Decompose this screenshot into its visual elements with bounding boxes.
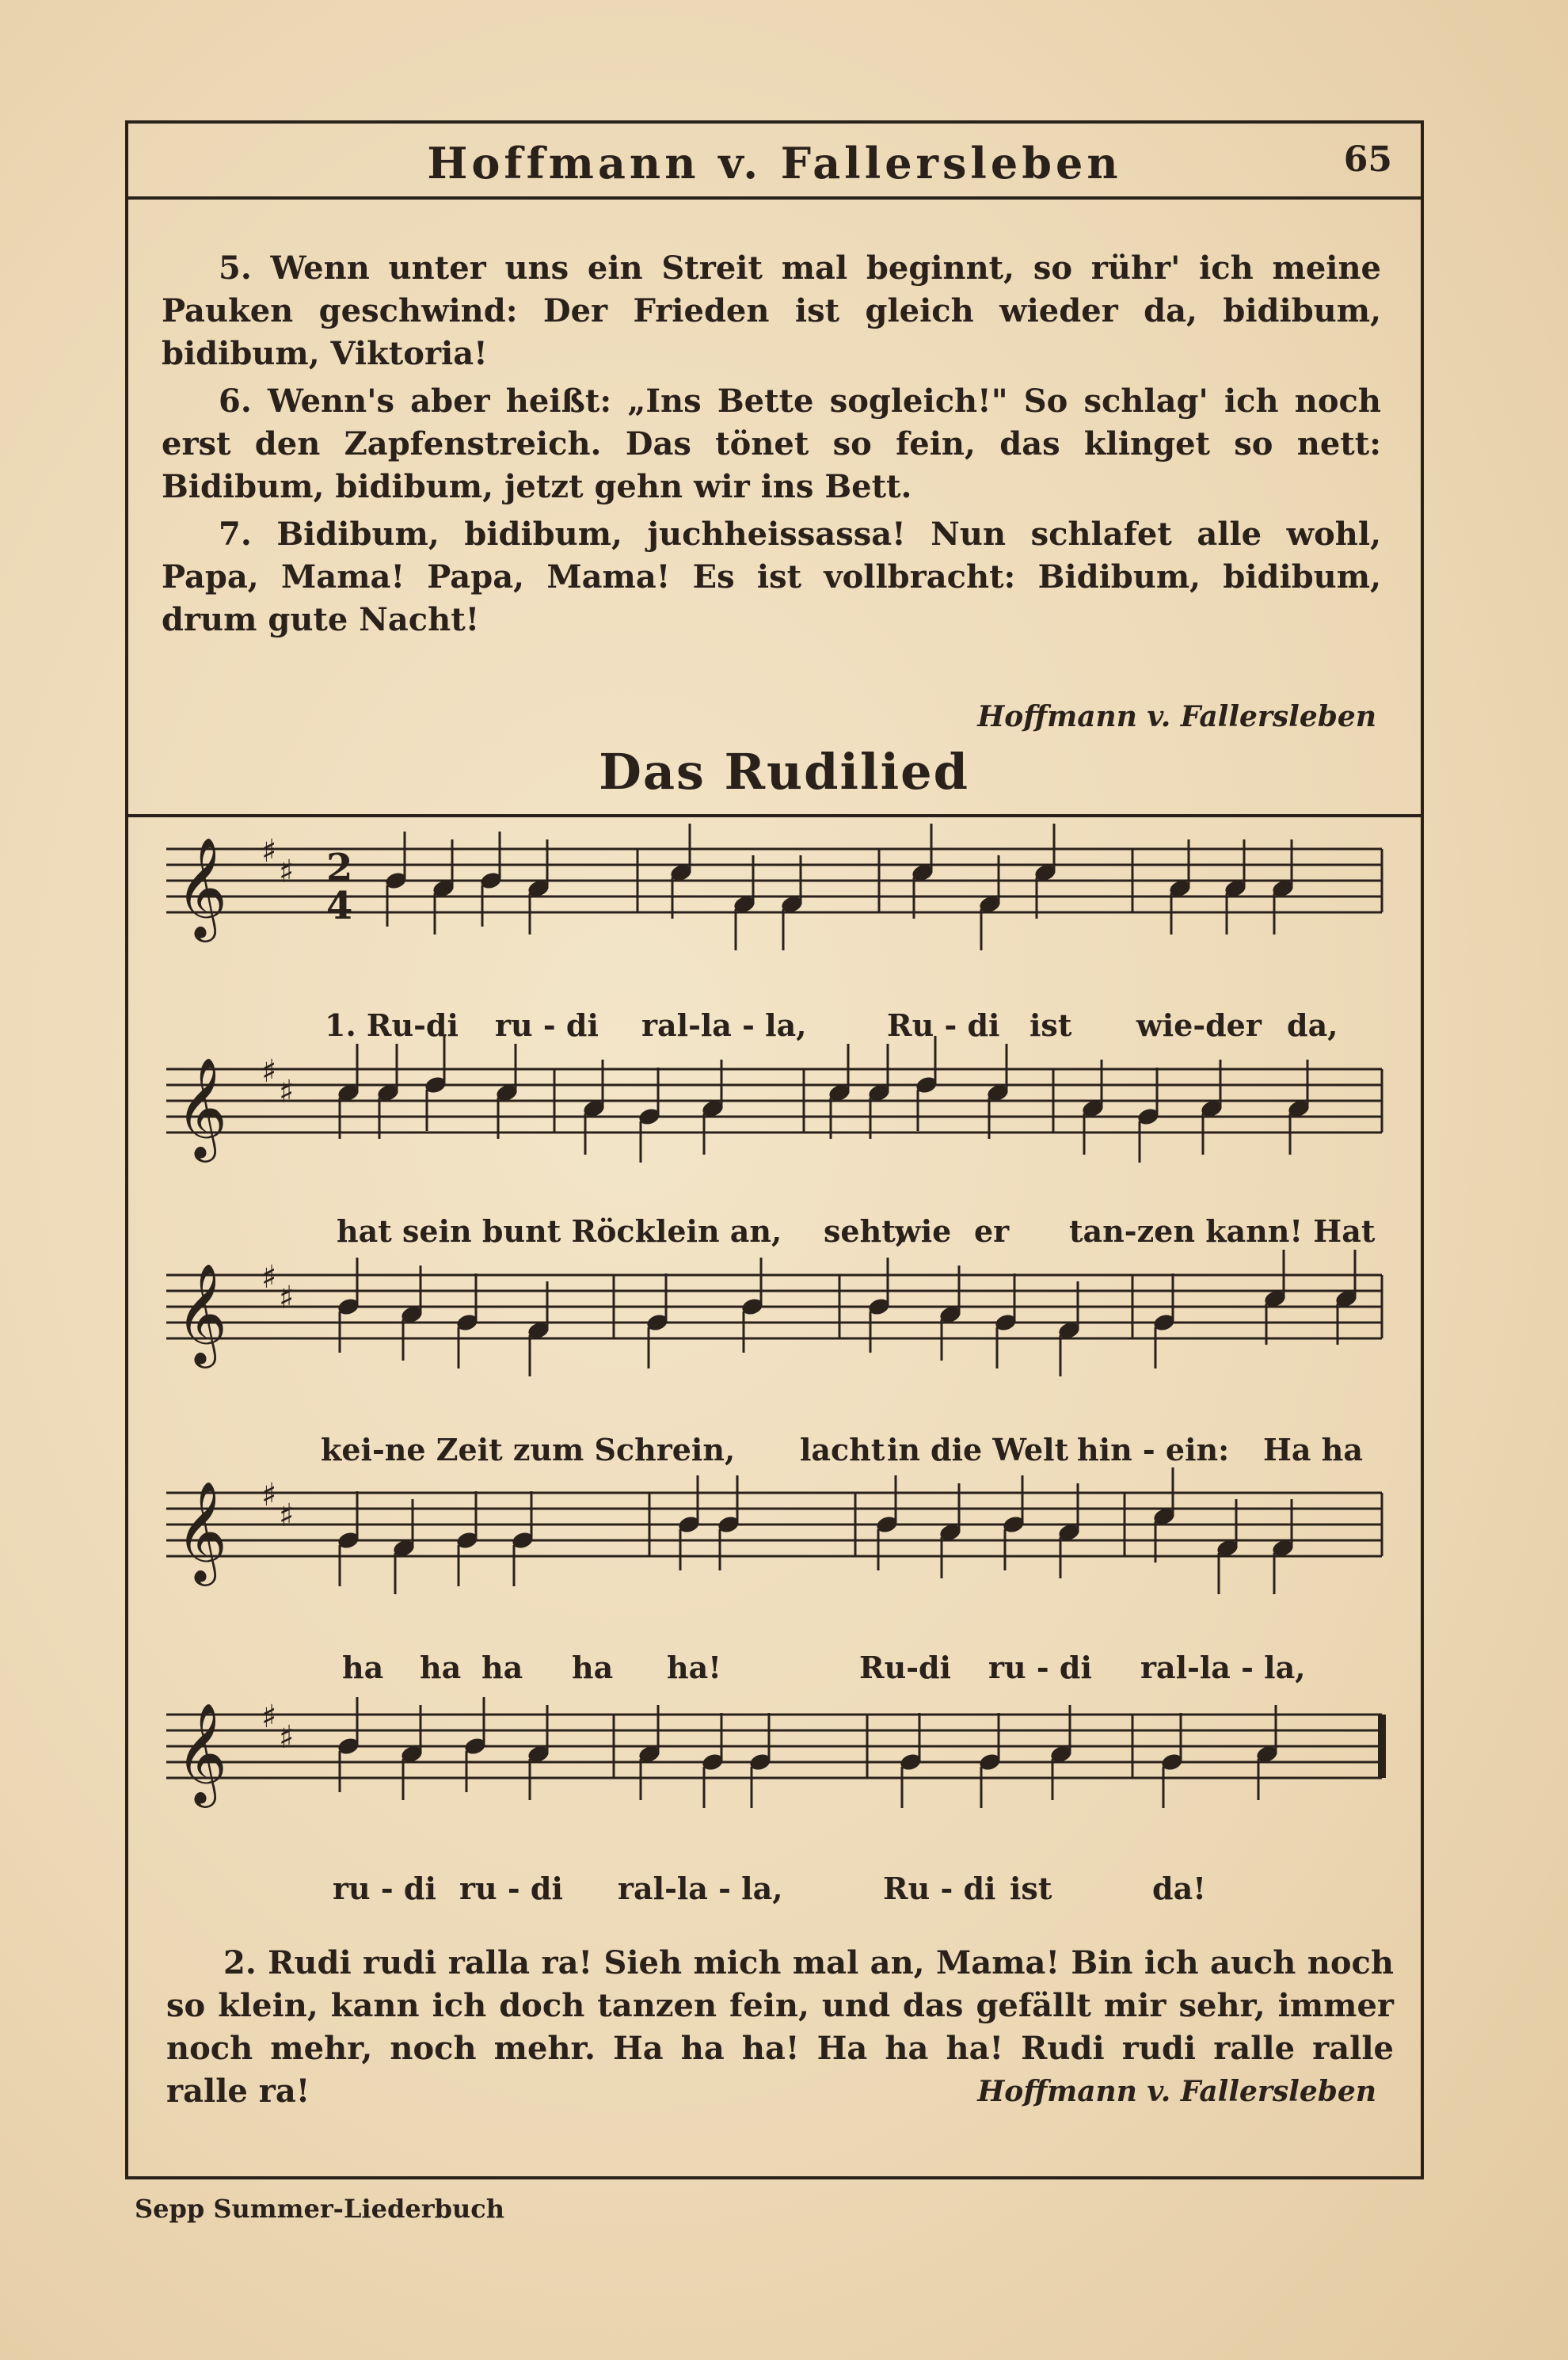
staff-4 [166,1467,1382,1594]
book-footer: Sepp Summer-Liederbuch [135,2194,504,2224]
lyric-syllable: ru - di [495,1007,599,1043]
lyric-syllable: ru - di [459,1871,563,1906]
verse-6: 6. Wenn's aber heißt: „Ins Bette sogleich!" So schlag' ich noch erst den Zapfenstreich. Das tönet so fein, das klinget so nett: Bidibum, bidibum, jetzt gehn wir ins Bett. [162,383,1381,505]
sharp-icon: ♯ [279,1498,295,1534]
lyric-syllable: wie-der [1136,1007,1262,1043]
lyric-syllable: ral-la - la, [1140,1650,1306,1685]
verse-2: 2. Rudi rudi ralla ra! Sieh mich mal an, Mama! Bin ich auch noch so klein, kann ich doch tanzen fein, und das gefällt mir sehr, immer noch mehr, noch mehr. Ha ha ha! Ha ha ha! Rudi rudi ralle ralle ralle ra! [166,1944,1394,2110]
time-signature-top: 2 [326,846,353,890]
treble-clef-icon: 𝄞 [176,1480,228,1582]
lyric-syllable: seht, [824,1213,906,1249]
sharp-icon: ♯ [261,1477,277,1513]
lyric-syllable: Ha ha [1263,1432,1364,1467]
lyric-syllable: Ru - di [887,1007,1000,1043]
staff-3 [166,1250,1382,1376]
lyric-syllable: da, [1287,1007,1338,1043]
lyric-syllable: ist [1029,1007,1072,1043]
lyric-syllable: hin - ein: [1077,1432,1230,1467]
lyric-syllable: ist [1010,1871,1052,1906]
sharp-icon: ♯ [261,833,277,870]
lyric-syllable: tan-zen kann! Hat [1069,1213,1376,1249]
lyric-syllable: lacht [800,1432,885,1467]
sharp-icon: ♯ [279,854,295,890]
treble-clef-icon: 𝄞 [176,1056,228,1158]
staff-2 [166,1036,1382,1163]
lyric-syllable: ru - di [333,1871,436,1906]
song-title: Das Rudilied [599,743,969,801]
lyric-syllable: ha [420,1650,462,1685]
sharp-icon: ♯ [279,1719,295,1756]
lyric-syllable: die Welt [931,1432,1069,1467]
lyric-syllable: ral-la - la, [641,1007,807,1043]
lyric-syllable: kei-ne Zeit zum Schrein, [321,1432,736,1467]
verse-7: 7. Bidibum, bidibum, juchheissassa! Nun schlafet alle wohl, Papa, Mama! Papa, Mama! Es ist vollbracht: Bidibum, bidibum, drum gute Nacht! [162,516,1381,638]
author-credit-top: Hoffmann v. Fallersleben [977,700,1376,733]
verse-5: 5. Wenn unter uns ein Streit mal beginnt, so rühr' ich meine Pauken geschwind: Der Frieden ist gleich wieder da, bidibum, bidibum, Viktoria! [162,249,1381,372]
treble-clef-icon: 𝄞 [176,836,228,938]
lyric-syllable: ral-la - la, [618,1871,783,1906]
lyric-syllable: da! [1152,1871,1206,1906]
lyric-syllable: in [887,1432,921,1467]
running-title: Hoffmann v. Fallersleben [427,138,1122,188]
lyric-syllable: ru - di [988,1650,1092,1685]
treble-clef-icon: 𝄞 [176,1702,228,1803]
page-number: 65 [1343,139,1392,180]
time-signature-bottom: 4 [326,884,353,928]
lyric-syllable: ha [481,1650,523,1685]
lyric-syllable: 1. Ru-di [325,1007,459,1043]
lyric-syllable: Ru - di [883,1871,996,1906]
sharp-icon: ♯ [261,1053,277,1090]
sharp-icon: ♯ [279,1280,295,1316]
lyric-syllable: ha! [667,1650,721,1685]
staff-5 [166,1697,1382,1808]
treble-clef-icon: 𝄞 [176,1262,228,1364]
sharp-icon: ♯ [261,1699,277,1735]
lyric-syllable: hat sein bunt Röcklein an, [337,1213,782,1249]
sharp-icon: ♯ [261,1259,277,1296]
lyric-syllable: wie [895,1213,952,1249]
lyric-syllable: ha [572,1650,614,1685]
sharp-icon: ♯ [279,1074,295,1110]
lyric-syllable: Ru-di [859,1650,951,1685]
lyric-syllable: ha [342,1650,384,1685]
lyric-syllable: er [974,1213,1010,1249]
author-credit-song: Hoffmann v. Fallersleben [977,2075,1376,2108]
